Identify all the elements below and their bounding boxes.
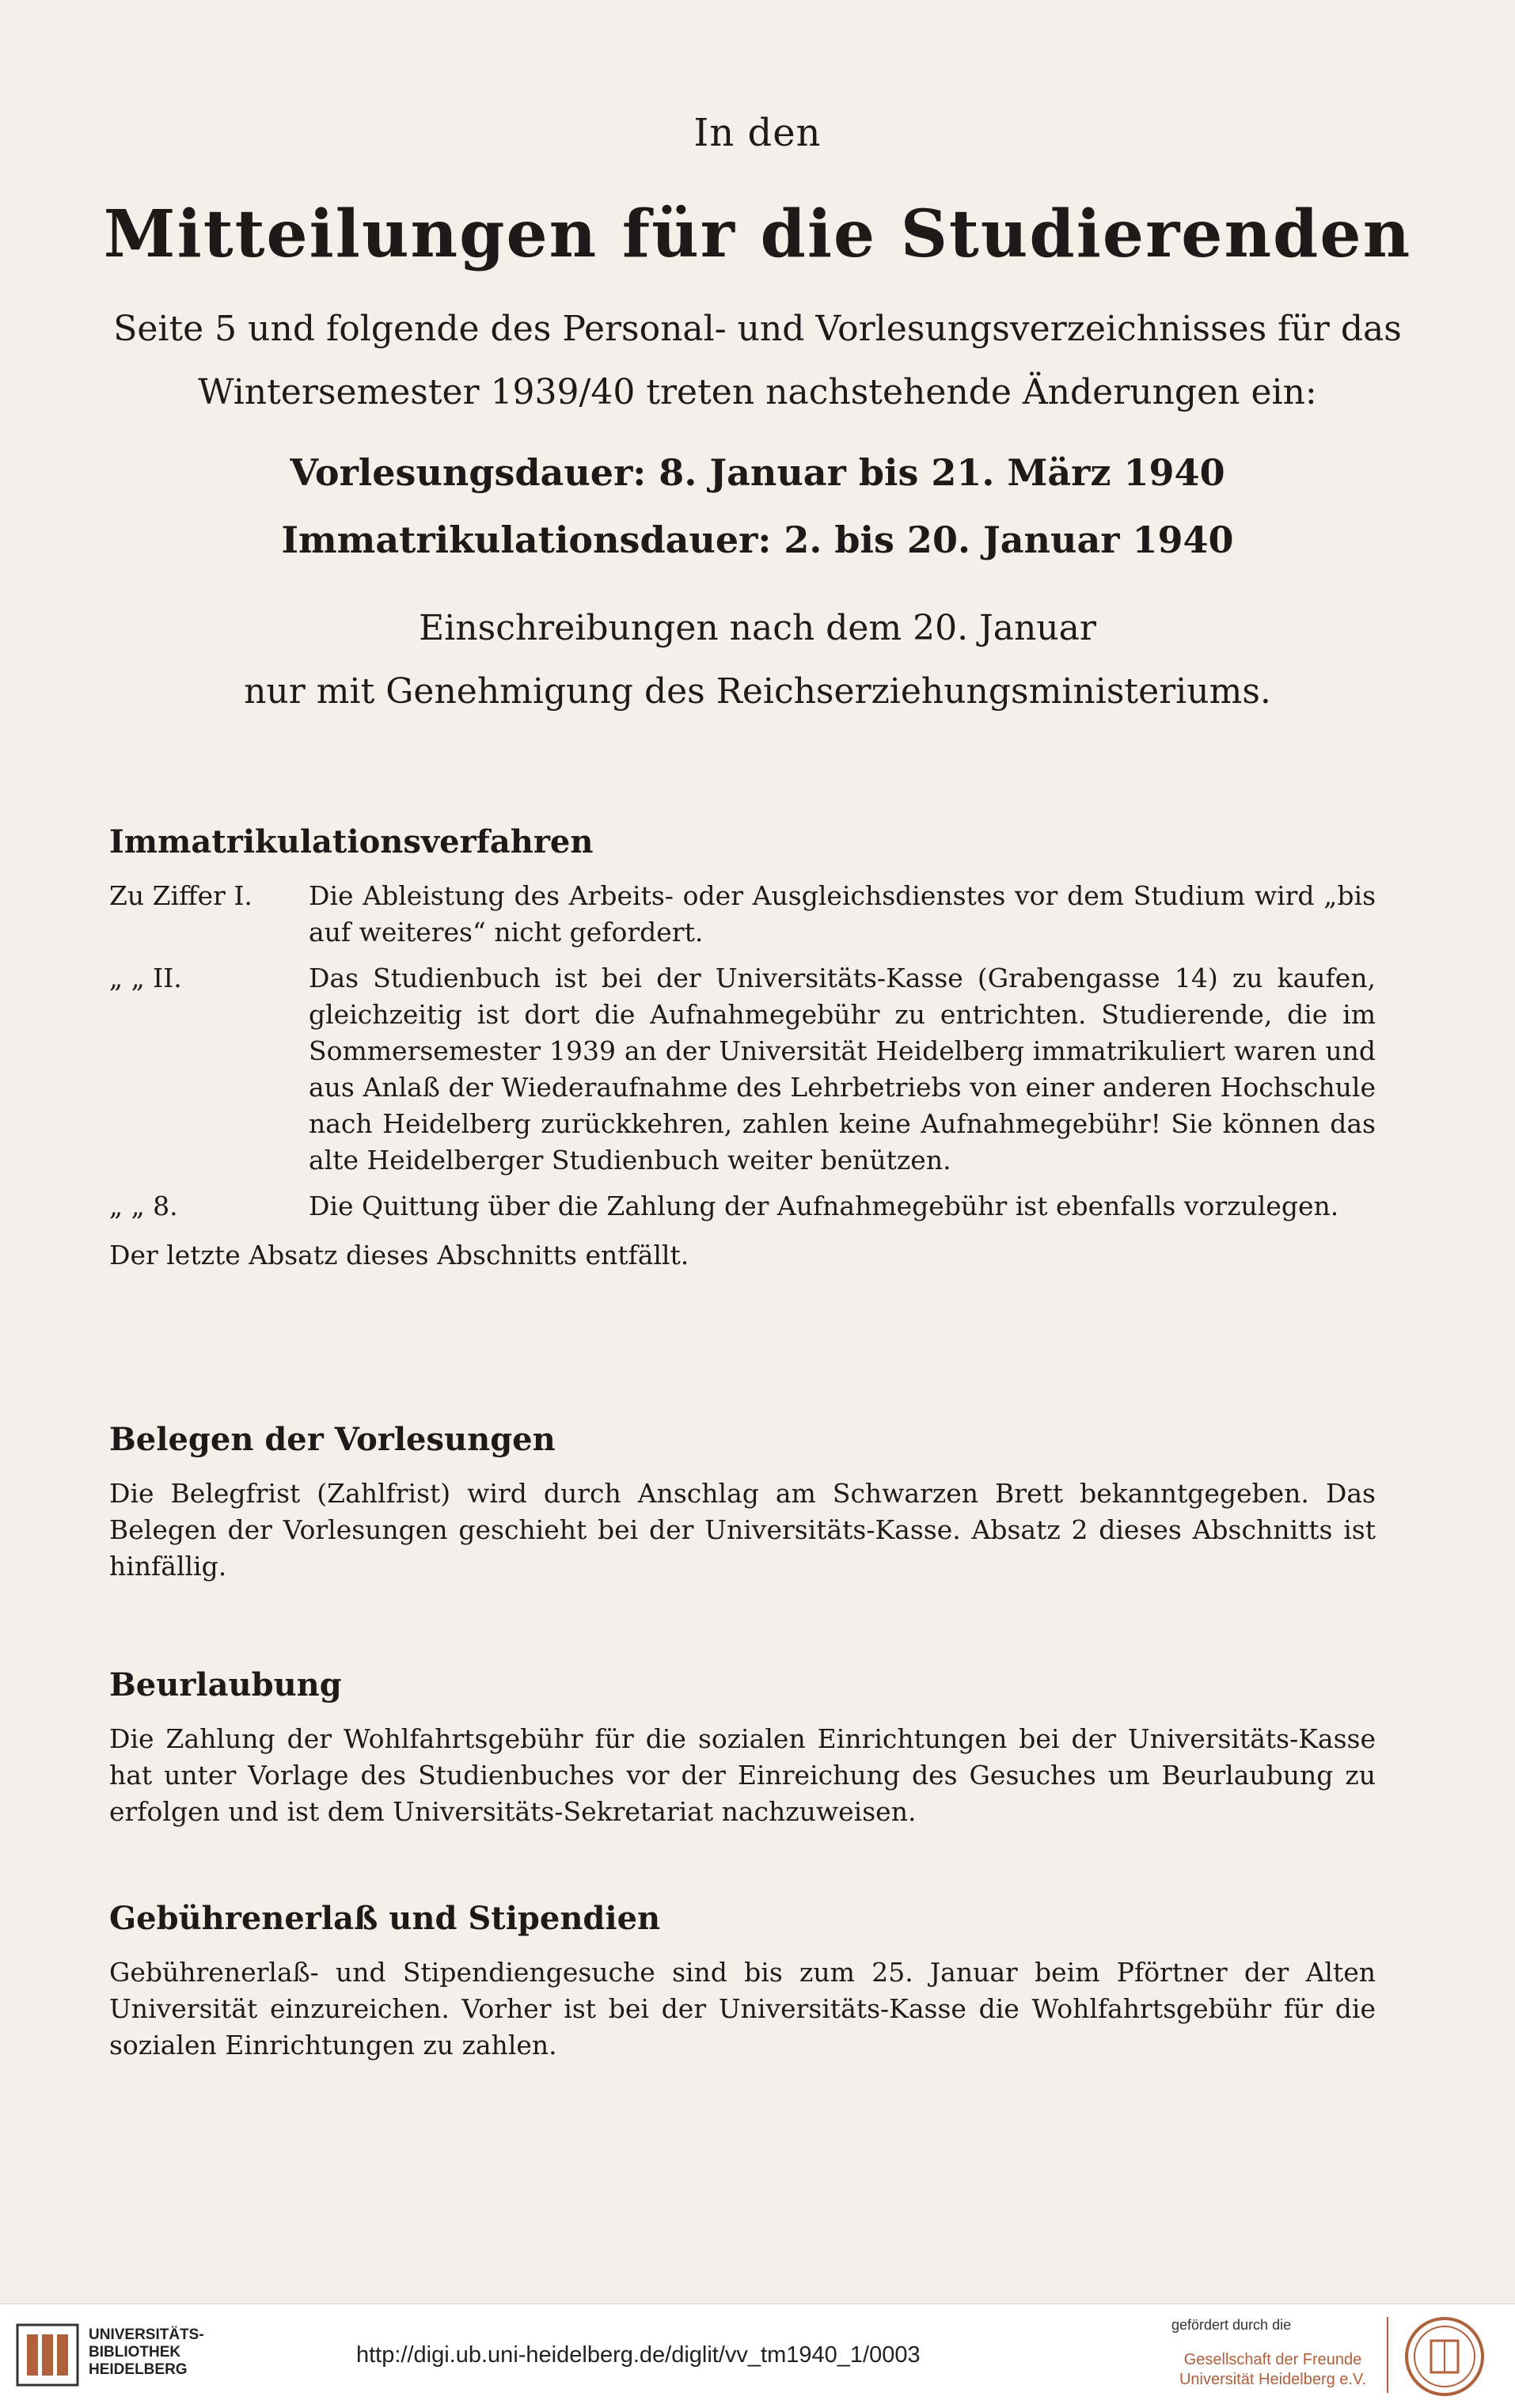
entry-text: Das Studienbuch ist bei der Universitäts-Kasse (Grabengasse 14) zu kaufen, gleichzeitig ist dort die Aufnahmegebühr zu entrichten. Studierende, die im Sommersemester 1939 an der Universität Heidelberg immatrikuliert waren und aus Anlaß der Wiederaufnahme des Lehrbetriebs von einer anderen Hochschule nach Heidelberg zurückkehren, zahlen keine Aufnahmegebühr! Sie können das alte Heidelberger Studienbuch weiter benützen. — [309, 963, 1376, 1176]
document-title: Mitteilungen für die Studierenden — [103, 196, 1412, 272]
closing-note: Der letzte Absatz dieses Abschnitts entfällt. — [109, 1240, 689, 1270]
subtitle-line-1: Seite 5 und folgende des Personal- und Vorlesungsverzeichnisses für das — [113, 309, 1402, 349]
section-heading: Gebührenerlaß und Stipendien — [109, 1900, 661, 1937]
list-item — [109, 960, 1376, 1179]
divider — [1387, 2317, 1388, 2393]
footer-bar — [0, 2304, 1515, 2408]
permalink-url[interactable]: http://digi.ub.uni-heidelberg.de/diglit/vv_tm1940_1/0003 — [356, 2342, 921, 2368]
entry-text: Die Quittung über die Zahlung der Aufnahmegebühr ist ebenfalls vorzulegen. — [309, 1191, 1339, 1221]
sponsor-prefix: gefördert durch die — [1171, 2317, 1292, 2333]
section-beurlaubung — [109, 1666, 1376, 1830]
section-heading: Beurlaubung — [109, 1666, 342, 1703]
section-heading: Immatrikulationsverfahren — [109, 823, 594, 860]
entry-label: „ „ 8. — [109, 1191, 178, 1221]
section-text: Die Belegfrist (Zahlfrist) wird durch Anschlag am Schwarzen Brett bekanntgegeben. Das Belegen der Vorlesungen geschieht bei der Universitäts-Kasse. Absatz 2 dieses Abschnitts ist hinfällig. — [109, 1478, 1376, 1582]
entry-label: „ „ II. — [109, 963, 182, 993]
library-name: UNIVERSITÄTS- BIBLIOTHEK HEIDELBERG — [89, 2326, 204, 2378]
list-item — [109, 1188, 1376, 1225]
section-text: Gebührenerlaß- und Stipendiengesuche sind bis zum 25. Januar beim Pförtner der Alten Universität einzureichen. Vorher ist bei der Universitäts-Kasse die Wohlfahrtsgebühr für die sozialen Einrichtungen zu zahlen. — [109, 1957, 1376, 2060]
section-gebuehrenerlass — [109, 1900, 1376, 2064]
immatrikulationsdauer: Immatrikulationsdauer: 2. bis 20. Januar 1940 — [281, 518, 1234, 561]
section-text: Die Zahlung der Wohlfahrtsgebühr für die sozialen Einrichtungen bei der Universitäts-Kasse hat unter Vorlage des Studienbuches vor der Einreichung des Gesuches um Beurlaubung zu erfolgen und ist dem Universitäts-Sekretariat nachzuweisen. — [109, 1723, 1376, 1827]
section-belegen — [109, 1421, 1376, 1585]
library-logo-icon — [14, 2322, 81, 2388]
einschreibung-line-1: Einschreibungen nach dem 20. Januar — [419, 608, 1096, 648]
intro-text: In den — [693, 111, 822, 155]
sponsor-name: Gesellschaft der Freunde Universität Heidelberg e.V. — [1179, 2351, 1367, 2388]
university-seal-icon — [1401, 2315, 1488, 2398]
section-immatrikulation — [109, 823, 1376, 1274]
vorlesungsdauer: Vorlesungsdauer: 8. Januar bis 21. März 1940 — [290, 451, 1225, 494]
entry-label: Zu Ziffer I. — [109, 880, 252, 911]
einschreibung-line-2: nur mit Genehmigung des Reichserziehungsministeriums. — [244, 671, 1271, 712]
entry-text: Die Ableistung des Arbeits- oder Ausgleichsdienstes vor dem Studium wird „bis auf weiteres“ nicht gefordert. — [309, 880, 1376, 948]
list-item — [109, 878, 1376, 951]
subtitle-line-2: Wintersemester 1939/40 treten nachstehende Änderungen ein: — [198, 372, 1317, 412]
section-heading: Belegen der Vorlesungen — [109, 1421, 556, 1458]
